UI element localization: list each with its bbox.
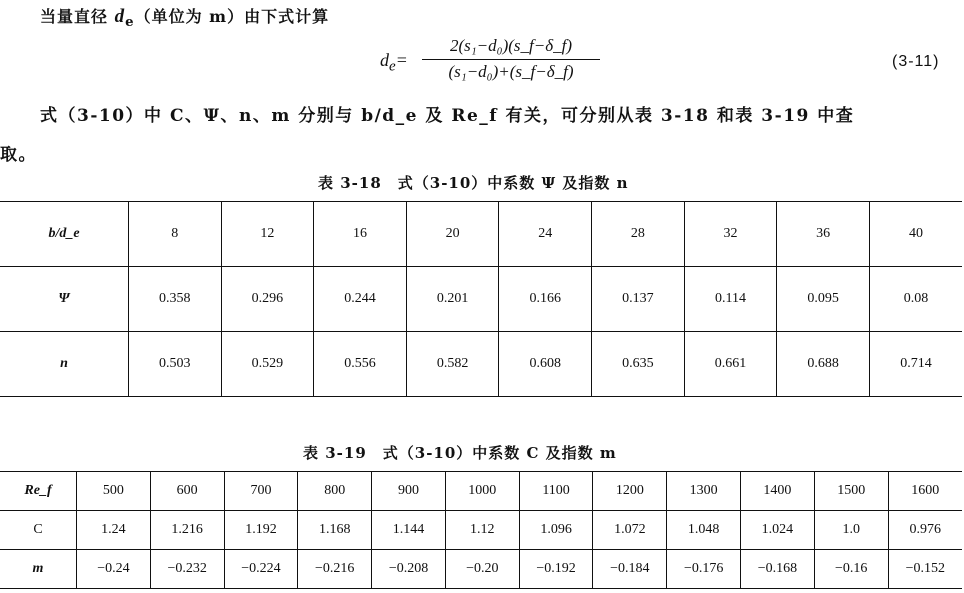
table-row <box>0 511 962 550</box>
table-cell: −0.16 <box>814 550 888 589</box>
table-header-row <box>0 472 962 511</box>
header-cell: 900 <box>372 472 446 511</box>
row-label-cell: C <box>0 511 77 550</box>
header-cell: 24 <box>499 202 592 267</box>
table-cell: 1.216 <box>150 511 224 550</box>
table-cell: 0.714 <box>869 332 962 397</box>
header-cell: 1400 <box>741 472 815 511</box>
table-cell: 1.024 <box>741 511 815 550</box>
table-cell: 0.08 <box>869 267 962 332</box>
header-cell: 1200 <box>593 472 667 511</box>
table-header-row <box>0 202 962 267</box>
row-label-cell: Ψ <box>0 267 129 332</box>
table-cell: 0.635 <box>592 332 685 397</box>
header-cell: 1100 <box>519 472 593 511</box>
table-cell: 1.12 <box>445 511 519 550</box>
intro-prefix: 当量直径 <box>40 7 109 26</box>
table-cell: 0.529 <box>221 332 314 397</box>
intro-suffix: （单位为 m）由下式计算 <box>134 7 330 26</box>
table-cell: −0.192 <box>519 550 593 589</box>
table-cell: 0.688 <box>777 332 870 397</box>
table-cell: 0.201 <box>406 267 499 332</box>
header-cell: 500 <box>77 472 151 511</box>
table-cell: −0.216 <box>298 550 372 589</box>
table-cell: 0.503 <box>129 332 222 397</box>
formula-fraction <box>422 36 600 84</box>
table-cell: −0.24 <box>77 550 151 589</box>
table-cell: 0.114 <box>684 267 777 332</box>
header-cell: 12 <box>221 202 314 267</box>
table-cell: 0.137 <box>592 267 685 332</box>
table-3-19-caption: 表 3-19 式（3-10）中系数 C 及指数 m <box>303 444 617 462</box>
table-cell: −0.176 <box>667 550 741 589</box>
table-3-18-caption: 表 3-18 式（3-10）中系数 Ψ 及指数 n <box>318 174 629 192</box>
header-cell: 16 <box>314 202 407 267</box>
table-cell: −0.208 <box>372 550 446 589</box>
table-cell: 0.976 <box>888 511 962 550</box>
header-label-cell: Re_f <box>0 472 77 511</box>
table-cell: −0.168 <box>741 550 815 589</box>
fraction-bar <box>422 59 600 60</box>
header-cell: 8 <box>129 202 222 267</box>
table-cell: 1.048 <box>667 511 741 550</box>
header-cell: 1300 <box>667 472 741 511</box>
table-cell: −0.20 <box>445 550 519 589</box>
header-cell: 800 <box>298 472 372 511</box>
formula-denominator: (s₁−d₀)+(s_f−δ_f) <box>448 62 574 81</box>
table-cell: 1.144 <box>372 511 446 550</box>
header-cell: 1600 <box>888 472 962 511</box>
header-cell: 20 <box>406 202 499 267</box>
table-cell: −0.232 <box>150 550 224 589</box>
header-cell: 32 <box>684 202 777 267</box>
table-cell: −0.224 <box>224 550 298 589</box>
table-cell: 1.072 <box>593 511 667 550</box>
row-label-cell: n <box>0 332 129 397</box>
header-cell: 40 <box>869 202 962 267</box>
intro-subscript: e <box>125 14 135 31</box>
header-cell: 700 <box>224 472 298 511</box>
table-cell: 1.096 <box>519 511 593 550</box>
table-cell: −0.184 <box>593 550 667 589</box>
table-cell: 0.358 <box>129 267 222 332</box>
table-cell: 0.661 <box>684 332 777 397</box>
intro-line <box>40 4 329 30</box>
header-label-cell: b/d_e <box>0 202 129 267</box>
intro-symbol: d <box>114 6 126 27</box>
paragraph-line-1: 式（3-10）中 C、Ψ、n、m 分别与 b/d_e 及 Re_f 有关，可分别从表 3-18 和表 3-19 中查 <box>40 106 855 126</box>
row-label-cell: m <box>0 550 77 589</box>
equation-number: (3-11) <box>892 53 940 70</box>
table-3-18 <box>0 201 962 397</box>
table-cell: 0.556 <box>314 332 407 397</box>
table-cell: 1.192 <box>224 511 298 550</box>
table-row <box>0 267 962 332</box>
table-cell: 0.166 <box>499 267 592 332</box>
header-cell: 28 <box>592 202 685 267</box>
table-cell: 0.296 <box>221 267 314 332</box>
table-cell: 1.0 <box>814 511 888 550</box>
header-cell: 600 <box>150 472 224 511</box>
header-cell: 36 <box>777 202 870 267</box>
table-cell: 1.168 <box>298 511 372 550</box>
table-cell: 0.608 <box>499 332 592 397</box>
header-cell: 1500 <box>814 472 888 511</box>
table-3-19 <box>0 471 962 589</box>
paragraph-line-2: 取。 <box>0 145 37 165</box>
table-row <box>0 550 962 589</box>
table-cell: 0.244 <box>314 267 407 332</box>
table-cell: 1.24 <box>77 511 151 550</box>
formula-lhs: $d_e=$ <box>380 50 408 75</box>
table-cell: 0.095 <box>777 267 870 332</box>
formula-numerator: 2(s₁−d₀)(s_f−δ_f) <box>450 36 572 55</box>
table-row <box>0 332 962 397</box>
table-cell: −0.152 <box>888 550 962 589</box>
header-cell: 1000 <box>445 472 519 511</box>
table-cell: 0.582 <box>406 332 499 397</box>
